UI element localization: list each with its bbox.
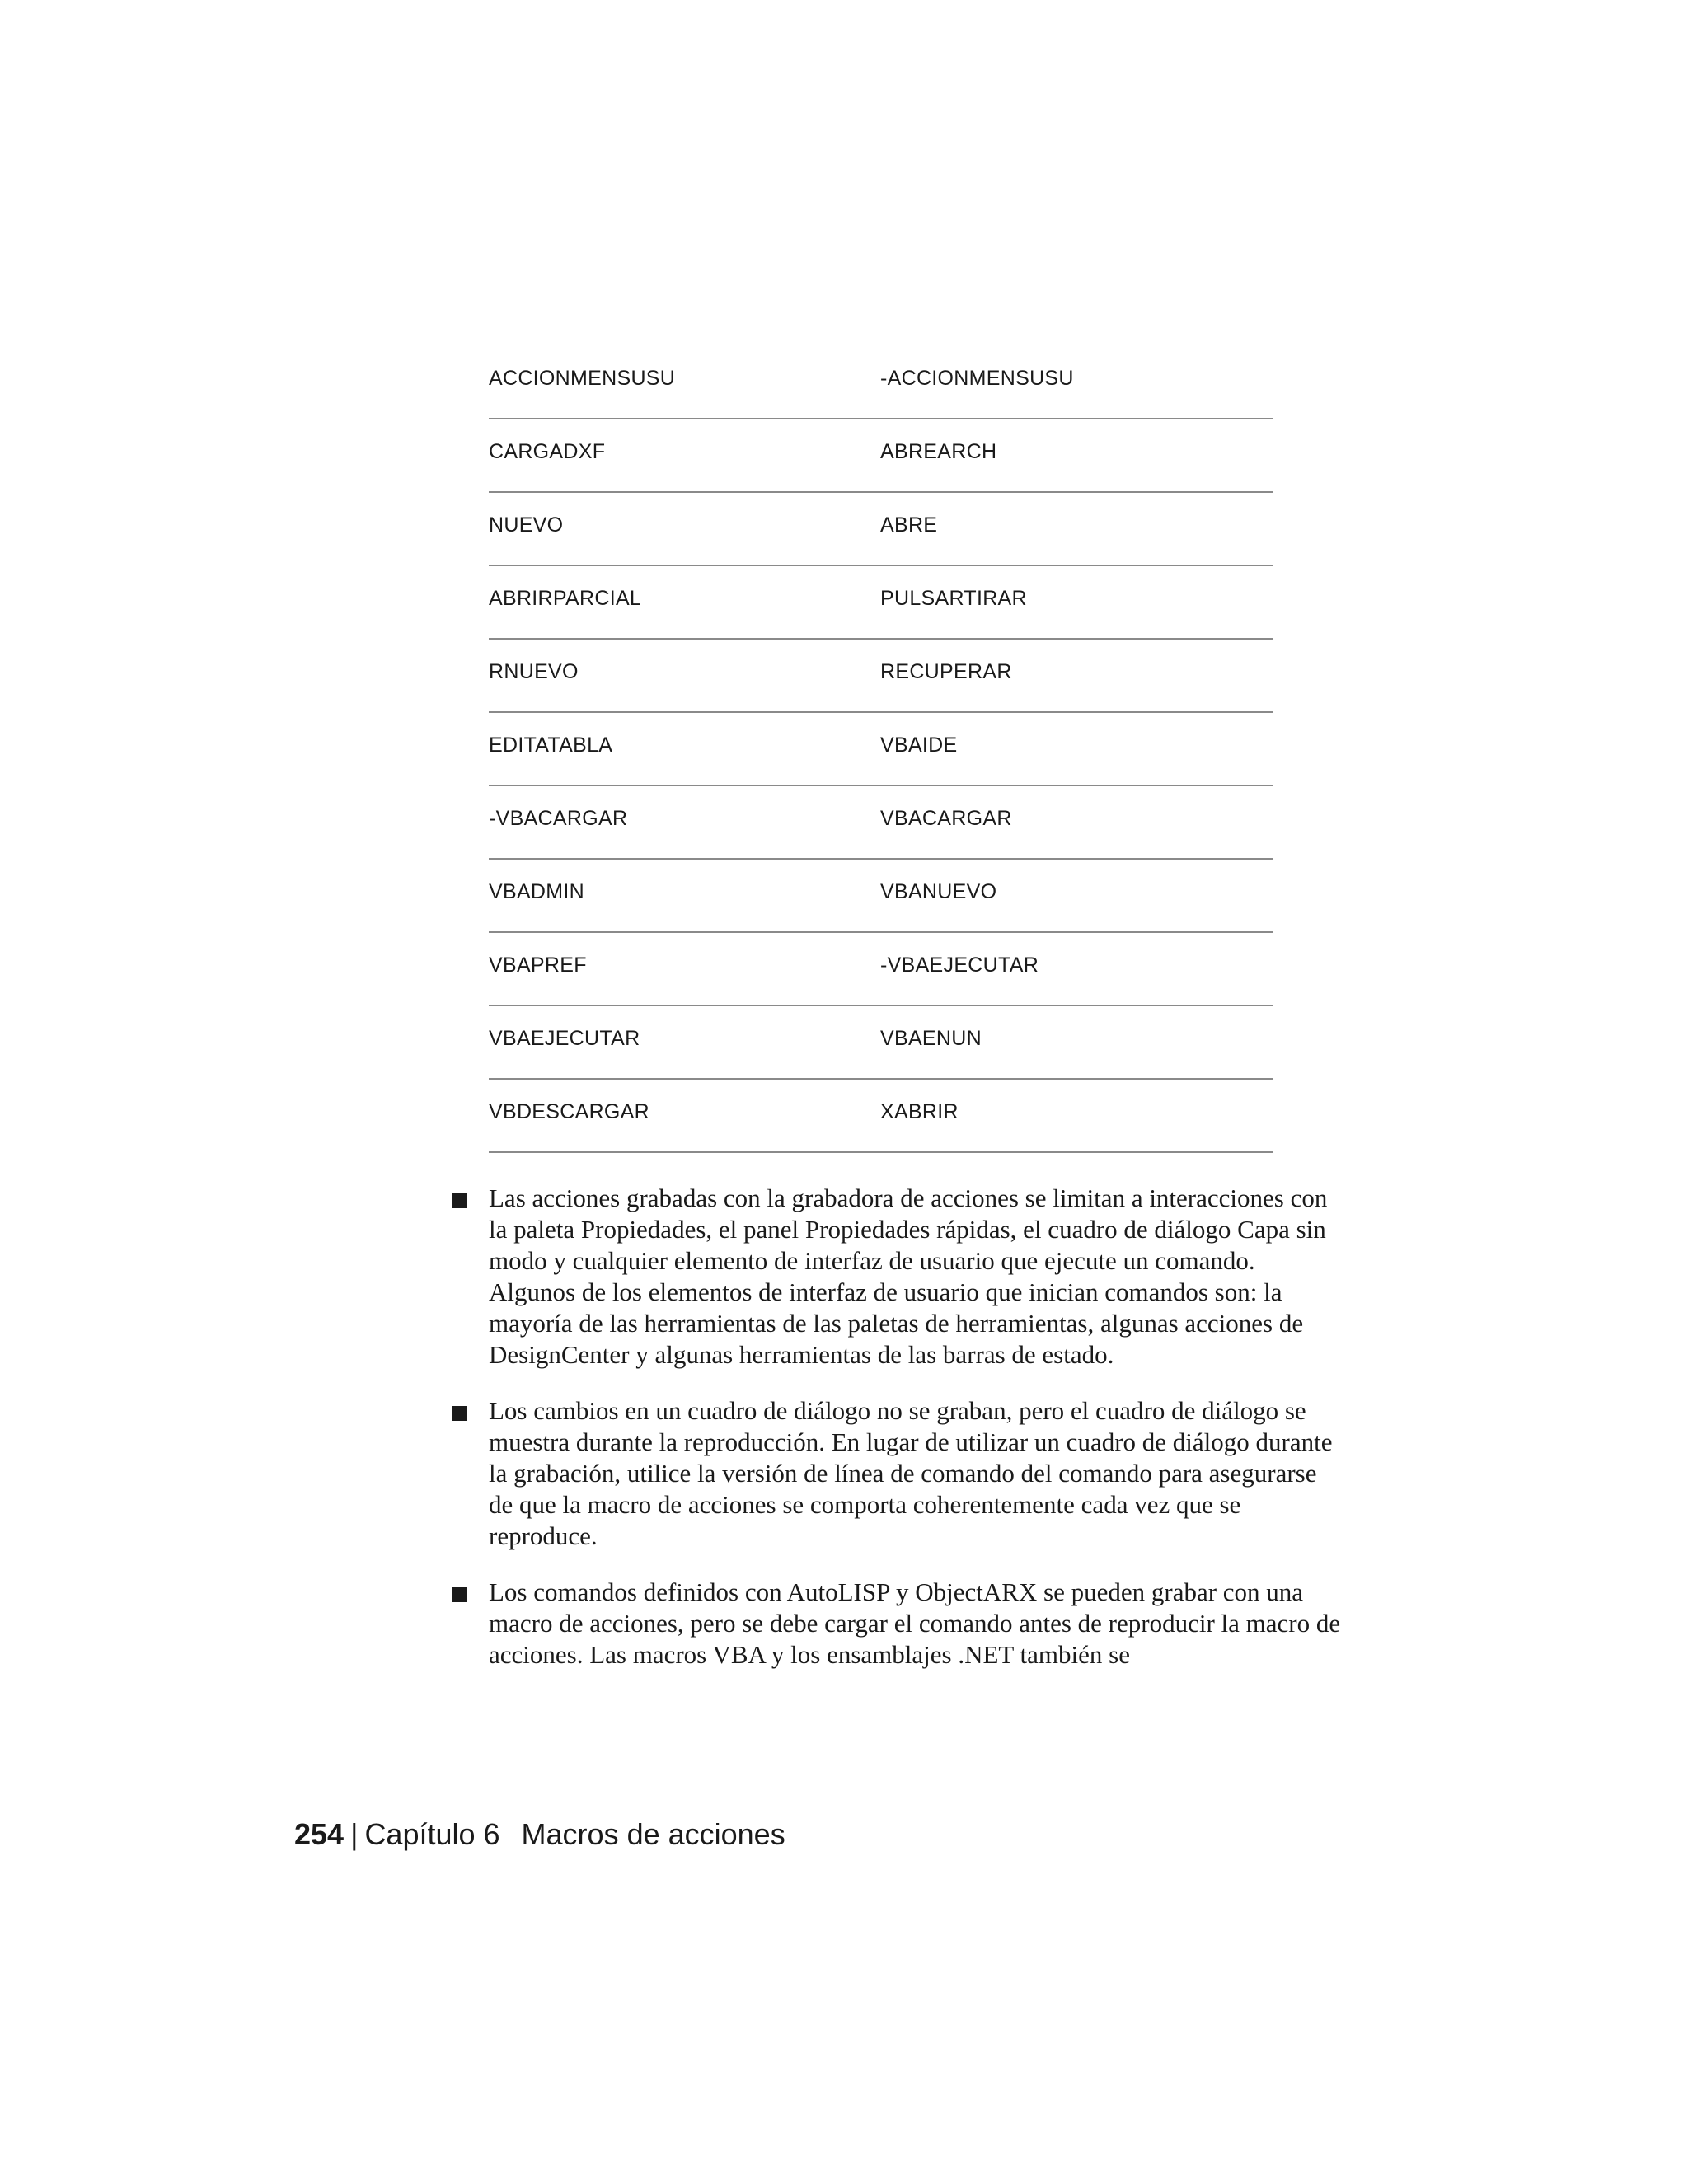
bullet-paragraph: Algunos de los elementos de interfaz de usuario que inician comandos son: la mayoría de las herramientas de las paletas de herramientas, algunas acciones de DesignCenter y algunas herramientas de las barras de estado. [489,1277,1304,1369]
table-cell-right: VBANUEVO [880,880,997,903]
table-cell-left: NUEVO [489,513,564,537]
table-cell-right: ABREARCH [880,440,997,463]
table-cell-right: XABRIR [880,1100,959,1123]
table-cell-right: VBAENUN [880,1027,982,1050]
table-row [489,860,1273,933]
page-footer [294,1817,785,1852]
table-cell-right: -VBAEJECUTAR [880,954,1039,977]
bullet-paragraph: Los comandos definidos con AutoLISP y ObjectARX se pueden grabar con una macro de acciones, pero se debe cargar el comando antes de reproducir la macro de acciones. Las macros VBA y los ensamblajes .NET también se [489,1577,1341,1669]
square-bullet-icon [452,1193,467,1208]
command-table [489,346,1273,1153]
table-cell-right: PULSARTIRAR [880,587,1027,610]
chapter-title: Macros de acciones [521,1817,785,1851]
table-row [489,786,1273,860]
table-row [489,1006,1273,1080]
table-row [489,419,1273,493]
table-cell-left: RNUEVO [489,660,579,683]
square-bullet-icon [452,1406,467,1421]
bullet-paragraph: Los cambios en un cuadro de diálogo no se graban, pero el cuadro de diálogo se muestra durante la reproducción. En lugar de utilizar un cuadro de diálogo durante la grabación, utilice la versión de línea de comando del comando para asegurarse de que la macro de acciones se comporta coherentemente cada vez que se reproduce. [489,1396,1333,1550]
list-item [452,1577,1342,1671]
page-number: 254 [294,1817,345,1851]
list-item [452,1183,1342,1371]
table-cell-right: VBAIDE [880,733,958,757]
table-cell-right: VBACARGAR [880,807,1012,830]
table-cell-left: VBDESCARGAR [489,1100,650,1123]
table-cell-right: -ACCIONMENSUSU [880,367,1074,390]
table-cell-left: ACCIONMENSUSU [489,367,676,390]
table-row [489,933,1273,1006]
table-cell-left: VBAPREF [489,954,587,977]
footer-separator: | [350,1817,359,1851]
table-row [489,346,1273,419]
table-cell-left: VBAEJECUTAR [489,1027,640,1050]
bullet-paragraph: Las acciones grabadas con la grabadora de acciones se limitan a interacciones con la paleta Propiedades, el panel Propiedades rápidas, el cuadro de diálogo Capa sin modo y cualquier elemento de interfaz de usuario que ejecute un comando. [489,1183,1328,1275]
bullet-list [452,1183,1342,1695]
table-cell-left: -VBACARGAR [489,807,628,830]
table-cell-left: EDITATABLA [489,733,613,757]
table-cell-left: CARGADXF [489,440,606,463]
table-row [489,493,1273,566]
table-row [489,1080,1273,1153]
table-row [489,640,1273,713]
table-cell-right: ABRE [880,513,938,537]
table-row [489,566,1273,640]
table-cell-left: VBADMIN [489,880,585,903]
square-bullet-icon [452,1587,467,1602]
table-row [489,713,1273,786]
chapter-label: Capítulo 6 [364,1817,500,1851]
list-item [452,1395,1342,1552]
table-cell-right: RECUPERAR [880,660,1012,683]
table-cell-left: ABRIRPARCIAL [489,587,642,610]
